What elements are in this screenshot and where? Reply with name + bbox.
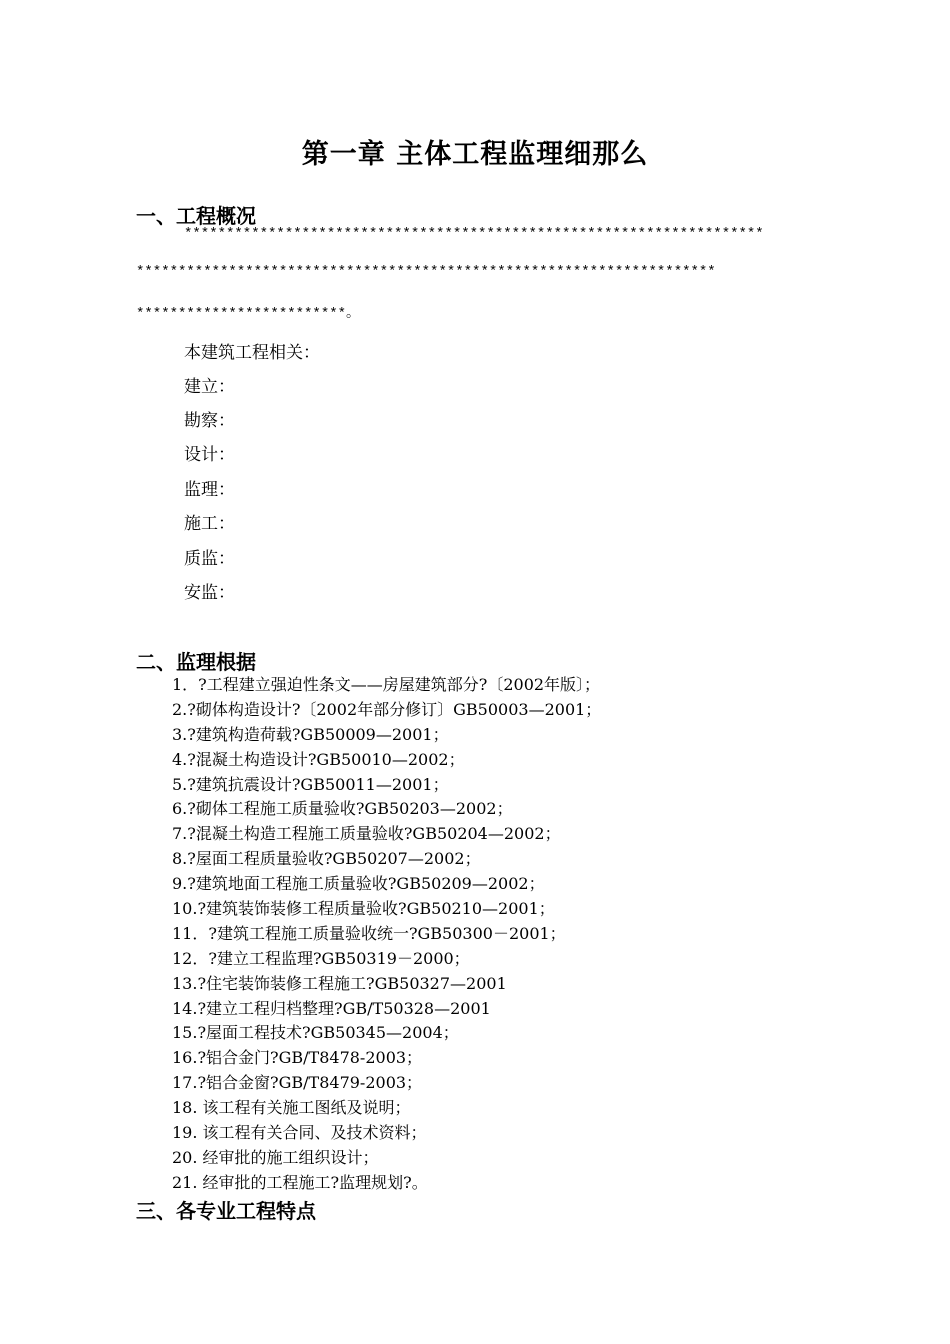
list-item: 12．?建立工程监理?GB50319－2000； [172,948,470,968]
party-quality-supervision: 质监： [184,549,235,569]
party-construction: 施工： [184,514,235,534]
list-item: 21. 经审批的工程施工?监理规划?。 [172,1172,428,1192]
party-design: 设计： [184,445,235,465]
list-item: 1．?工程建立强迫性条文——房屋建筑部分?〔2002年版〕； [172,675,601,694]
list-item: 15.?屋面工程技术?GB50345—2004； [172,1023,459,1043]
list-item: 14.?建立工程归档整理?GB/T50328—2001 [172,998,491,1018]
list-item: 2.?砌体构造设计?〔2002年部分修订〕GB50003—2001； [172,699,602,719]
project-parties-intro: 本建筑工程相关： [184,343,320,363]
list-item: 4.?混凝土构造设计?GB50010—2002； [172,749,465,769]
list-item: 10.?建筑装饰装修工程质量验收?GB50210—2001； [172,899,555,919]
reference-list [172,673,601,1196]
list-item: 18. 该工程有关施工图纸及说明； [172,1098,411,1118]
party-survey: 勘察： [184,411,235,431]
list-item: 20. 经审批的施工组织设计； [172,1147,379,1167]
list-item: 3.?建筑构造荷载?GB50009—2001； [172,724,449,744]
list-item: 9.?建筑地面工程施工质量验收?GB50209—2002； [172,874,545,894]
overview-placeholder-line-2: ********************************************************************* [136,264,716,280]
party-supervision: 监理： [184,480,235,500]
chapter-title: 第一章 主体工程监理细那么 [301,139,649,170]
section-heading-basis: 二、监理根据 [136,650,256,674]
list-item: 17.?铝合金窗?GB/T8479-2003； [172,1073,423,1093]
list-item: 8.?屋面工程质量验收?GB50207—2002； [172,849,481,869]
list-item: 5.?建筑抗震设计?GB50011—2001； [172,774,449,794]
overview-placeholder-line-1: ********************************************************************* [184,226,764,242]
party-builder: 建立： [184,377,235,397]
list-item: 7.?混凝土构造工程施工质量验收?GB50204—2002； [172,824,561,844]
section-heading-overview: 一、工程概况 [136,204,256,228]
party-safety-supervision: 安监： [184,583,235,603]
overview-placeholder-line-3: *************************。 [136,306,361,322]
list-item: 13.?住宅装饰装修工程施工?GB50327—2001 [172,973,507,993]
list-item: 6.?砌体工程施工质量验收?GB50203—2002； [172,799,513,819]
list-item: 11．?建筑工程施工质量验收统一?GB50300－2001； [172,923,566,943]
section-heading-features: 三、各专业工程特点 [136,1199,316,1223]
list-item: 19. 该工程有关合同、及技术资料； [172,1123,427,1143]
list-item: 16.?铝合金门?GB/T8478-2003； [172,1048,423,1068]
